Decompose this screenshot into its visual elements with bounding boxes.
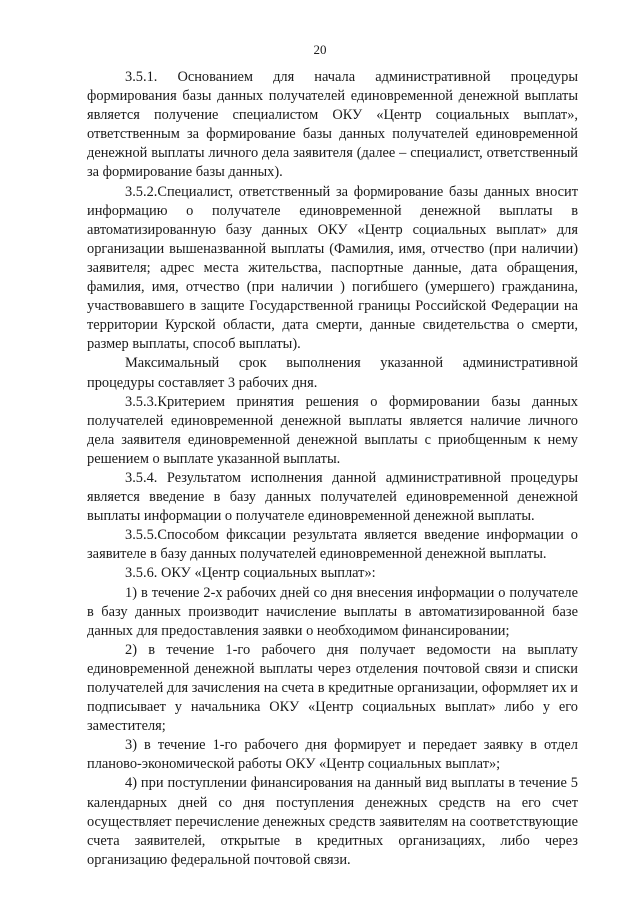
list-item-2: 2) в течение 1-го рабочего дня получает ведомости на выплату единовременной денежной выплаты через отделения почтовой связи и списки получателей для зачисления на счета в кредитные организации, оформляет их и подписывает у начальника ОКУ «Центр социальных выплат» либо у его заместителя;: [87, 641, 578, 735]
list-item-4: 4) при поступлении финансирования на данный вид выплаты в течение 5 календарных дней со дня поступления денежных средств на его счет осуществляет перечисление денежных средств заявителям на соответствующие счета заявителей, открытые в кредитных организациях, либо через организацию федеральной почтовой связи.: [87, 775, 578, 868]
list-item-3: 3) в течение 1-го рабочего дня формирует и передает заявку в отдел планово-экономической работы ОКУ «Центр социальных выплат»;: [87, 737, 578, 773]
paragraph-3-5-3: 3.5.3.Критерием принятия решения о формировании базы данных получателей единовременной денежной выплаты является наличие личного дела заявителя единовременной денежной выплаты с приобщенным к нему решением о выплате указанной выплаты.: [87, 393, 578, 467]
paragraph-3-5-1: 3.5.1. Основанием для начала административной процедуры формирования базы данных получателей единовременной денежной выплаты является получение специалистом ОКУ «Центр социальных выплат», ответственным за формирование базы данных получателей единовременной денежной выплаты личного дела заявителя (далее – специалист, ответственный за формирование базы данных).: [87, 69, 578, 181]
page-number: 20: [313, 42, 327, 57]
paragraph-3-5-5: 3.5.5.Способом фиксации результата является введение информации о заявителе в базу данных получателей единовременной денежной выплаты.: [87, 527, 578, 563]
paragraph-3-5-2: 3.5.2.Специалист, ответственный за формирование базы данных вносит информацию о получателе единовременной денежной выплаты в автоматизированную базу данных ОКУ «Центр социальных выплат» для организации вышеназванной выплаты (Фамилия, имя, отчество (при наличии) заявителя; адрес места жительства, паспортные данные, дата обращения, фамилия, имя, отчество (при наличии ) погибшего (умершего) гражданина, участвовавшего в защите Государственной границы Российской Федерации на территории Курской области, дата смерти, данные свидетельства о смерти, размер выплаты, способ выплаты).: [87, 183, 578, 353]
document-body: [87, 68, 578, 870]
paragraph-3-5-4: 3.5.4. Результатом исполнения данной административной процедуры является введение в базу данных получателей единовременной денежной выплаты информации о получателе единовременной денежной выплаты.: [87, 469, 578, 525]
paragraph-3-5-6: 3.5.6. ОКУ «Центр социальных выплат»:: [125, 565, 376, 582]
paragraph-max-term: Максимальный срок выполнения указанной административной процедуры составляет 3 рабочих дня.: [87, 355, 578, 391]
list-item-1: 1) в течение 2-х рабочих дней со дня внесения информации о получателе в базу данных производит начисление выплаты в автоматизированной базе данных для предоставления заявки о необходимом финансировании;: [87, 584, 578, 639]
